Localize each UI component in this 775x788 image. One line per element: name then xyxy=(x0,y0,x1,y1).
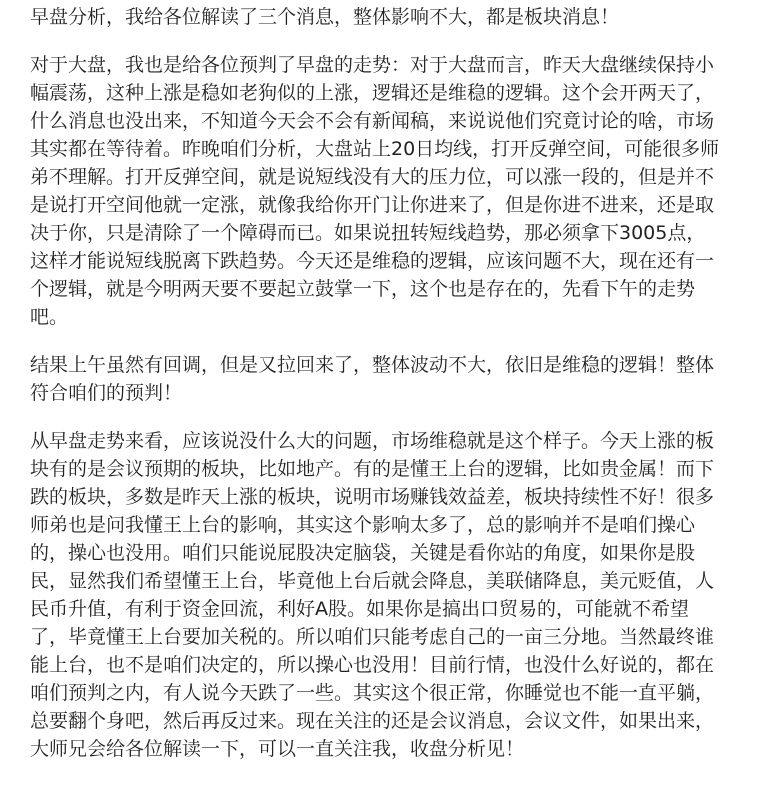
paragraph-intro: 早盘分析，我给各位解读了三个消息，整体影响不大，都是板块消息！ xyxy=(30,6,620,28)
paragraph-sector-analysis: 从早盘走势来看，应该说没什么大的问题，市场维稳就是这个样子。今天上涨的板块有的是会议预期的板块，比如地产。有的是懂王上台的逻辑，比如贵金属！而下跌的板块，多数是昨天上涨的板块，说明市场赚钱效益差，板块持续性不好！很多师弟也是问我懂王上台的影响，其实这个影响太多了，总的影响并不是咱们操心的，操心也没用。咱们只能说屁股决定脑袋，关键是看你站的角度，如果你是股民，显然我们希望懂王上台，毕竟他上台后就会降息，美联储降息，美元贬值，人民币升值，有利于资金回流，利好A股。如果你是搞出口贸易的，可能就不希望了，毕竟懂王上台要加关税的。所以咱们只能考虑自己的一亩三分地。当然最终谁能上台，也不是咱们决定的，所以操心也没用！目前行情，也没什么好说的，都在咱们预判之内，有人说今天跌了一些。其实这个很正常，你睡觉也不能一直平躺，总要翻个身吧，然后再反过来。现在关注的还是会议消息，会议文件，如果出来，大师兄会给各位解读一下，可以一直关注我，收盘分析见！ xyxy=(30,430,715,760)
paragraph-market-forecast: 对于大盘，我也是给各位预判了早盘的走势：对于大盘而言，昨天大盘继续保持小幅震荡，这种上涨是稳如老狗似的上涨，逻辑还是维稳的逻辑。这个会开两天了，什么消息也没出来，不知道今天会不会有新闻稿，来说说他们究竟讨论的啥，市场其实都在等待着。昨晚咱们分析，大盘站上20日均线，打开反弹空间，可能很多师弟不理解。打开反弹空间，就是说短线没有大的压力位，可以涨一段的，但是并不是说打开空间他就一定涨，就像我给你开门让你进来了，但是你进不进来，还是取决于你，只是清除了一个障碍而已。如果说扭转短线趋势，那必须拿下3005点，这样才能说短线脱离下跌趋势。今天还是维稳的逻辑，应该问题不大，现在还有一个逻辑，就是今明两天要不要起立鼓掌一下，这个也是存在的，先看下午的走势吧。 xyxy=(30,54,720,328)
paragraph-morning-result: 结果上午虽然有回调，但是又拉回来了，整体波动不大，依旧是维稳的逻辑！整体符合咱们的预判！ xyxy=(30,354,715,404)
article-body xyxy=(30,3,720,763)
